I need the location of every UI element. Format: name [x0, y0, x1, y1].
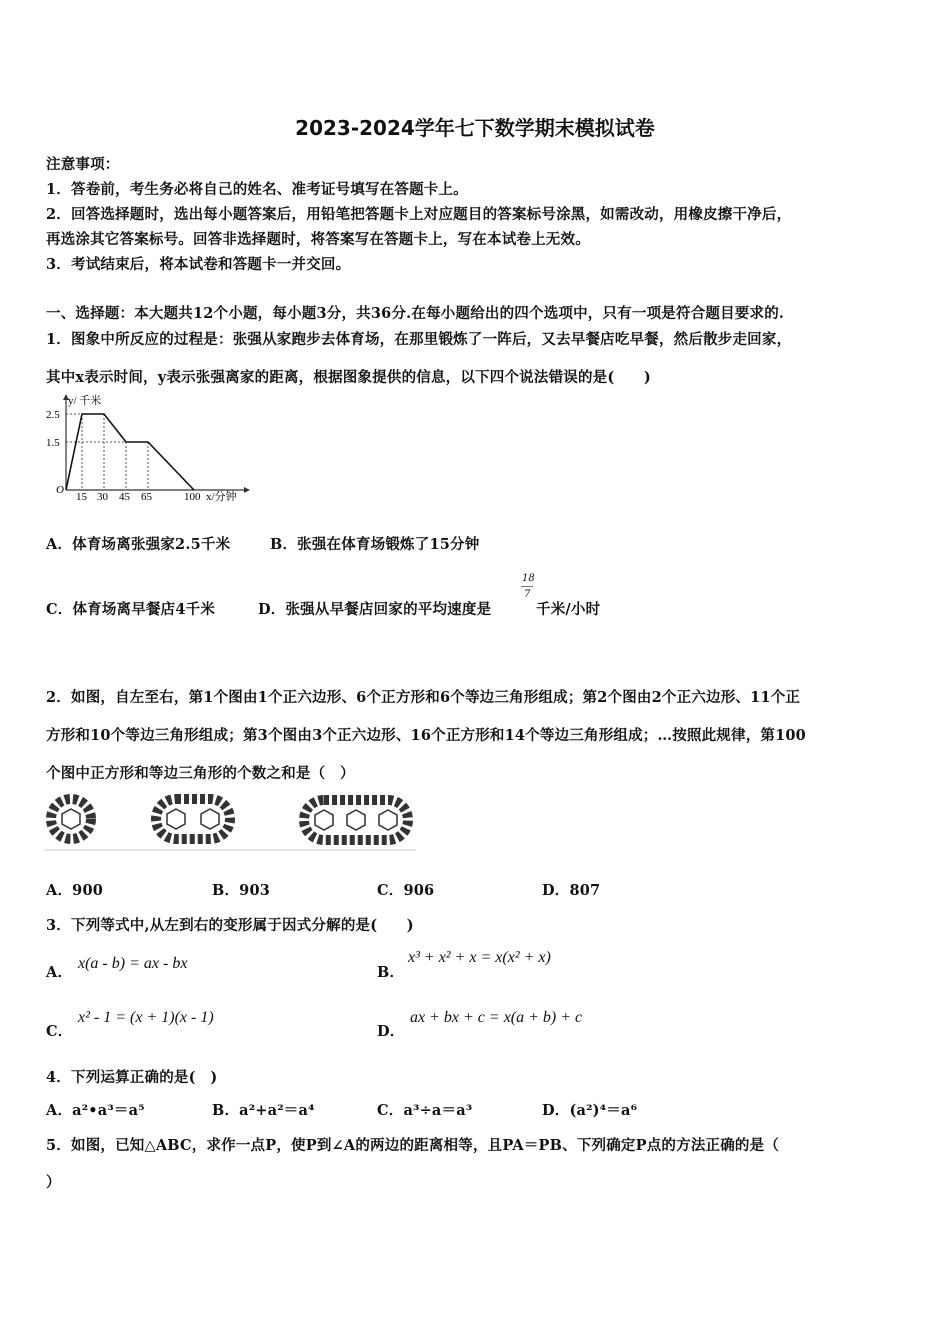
- q2-hexagon-pattern-figure: [44, 790, 416, 852]
- q3-label-a: A．: [46, 964, 73, 981]
- notice-item: 1．答卷前，考生务必将自己的姓名、准考证号填写在答题卡上。: [46, 181, 468, 198]
- fraction-bar: [521, 586, 533, 587]
- q2-option-c: C．906: [377, 882, 435, 899]
- y-axis-label: y/ 千米: [68, 395, 102, 407]
- q3-label-c: C．: [46, 1023, 73, 1040]
- q2-stem-line3: 个图中正方形和等边三角形的个数之和是（ ）: [46, 765, 355, 782]
- notice-heading: 注意事项：: [46, 156, 120, 173]
- figure-2: [156, 799, 230, 839]
- q1-option-d-text: D．张强从早餐店回家的平均速度是: [258, 601, 492, 618]
- x-tick-15: 15: [76, 491, 87, 502]
- q5-stem-line1: 5．如图，已知△ABC，求作一点P，使P到∠A的两边的距离相等，且PA＝PB、下列确定P点的方法正确的是（: [46, 1137, 780, 1154]
- fraction-denominator: 7: [524, 589, 531, 600]
- q2-option-d: D．807: [542, 882, 601, 899]
- q3-stem: 3．下列等式中,从左到右的变形属于因式分解的是( ): [46, 917, 414, 934]
- x-tick-100: 100: [184, 491, 201, 502]
- notice-item: 3．考试结束后，将本试卷和答题卡一并交回。: [46, 256, 351, 273]
- q5-stem-line2: ）: [46, 1174, 61, 1191]
- q1-stem-line2: 其中x表示时间，y表示张强离家的距离，根据图象提供的信息，以下四个说法错误的是( ): [46, 369, 651, 386]
- q4-option-a: A．a²•a³＝a⁵: [46, 1102, 145, 1119]
- distance-curve: [66, 414, 194, 490]
- q1-stem-line1: 1．图象中所反应的过程是：张强从家跑步去体育场，在那里锻炼了一阵后，又去早餐店吃早餐，然后散步走回家，: [46, 331, 792, 348]
- q2-option-a: A．900: [46, 882, 104, 899]
- q1-option-a: A．体育场离张强家2.5千米: [46, 536, 231, 553]
- q1-option-b: B．张强在体育场锻炼了15分钟: [270, 536, 480, 553]
- fraction-numerator: 18: [522, 573, 535, 584]
- x-tick-30: 30: [97, 491, 108, 502]
- y-tick-1-5: 1.5: [46, 437, 60, 449]
- figure-3: [304, 800, 408, 840]
- origin-label: O: [56, 484, 64, 496]
- section-heading: 一、选择题：本大题共12个小题，每小题3分，共36分.在每小题给出的四个选项中，只有一项是符合题目要求的.: [46, 305, 785, 322]
- x-axis-arrow: [244, 487, 250, 493]
- q3-formula-b: x³ + x² + x = x(x² + x): [408, 949, 551, 966]
- q1-distance-time-graph: [44, 392, 254, 502]
- q2-stem-line1: 2．如图，自左至右，第1个图由1个正六边形、6个正方形和6个等边三角形组成；第2个图由2个正六边形、11个正: [46, 689, 801, 706]
- q4-option-b: B．a²+a²＝a⁴: [212, 1102, 315, 1119]
- x-tick-45: 45: [119, 491, 130, 502]
- q4-option-d: D．(a²)⁴＝a⁶: [542, 1102, 638, 1119]
- x-axis-label: x/分钟: [206, 491, 237, 502]
- q3-formula-d: ax + bx + c = x(a + b) + c: [410, 1009, 583, 1026]
- y-tick-2-5: 2.5: [46, 409, 60, 421]
- q3-label-b: B．: [377, 964, 405, 981]
- x-tick-65: 65: [141, 491, 152, 502]
- q1-option-d-unit: 千米/小时: [536, 601, 601, 618]
- q4-option-c: C．a³÷a＝a³: [377, 1102, 473, 1119]
- q3-formula-c: x² - 1 = (x + 1)(x - 1): [78, 1009, 214, 1026]
- notice-item: 再选涂其它答案标号。回答非选择题时，将答案写在答题卡上，写在本试卷上无效。: [46, 231, 590, 248]
- q2-option-b: B．903: [212, 882, 271, 899]
- notice-item: 2．回答选择题时，选出每小题答案后，用铅笔把答题卡上对应题目的答案标号涂黑，如需改动，用橡皮擦干净后，: [46, 206, 792, 223]
- figure-1: [51, 799, 91, 839]
- q4-stem: 4．下列运算正确的是( ): [46, 1069, 218, 1086]
- q2-stem-line2: 方形和10个等边三角形组成；第3个图由3个正六边形、16个正方形和14个等边三角形组成；…按照此规律，第100: [46, 727, 806, 744]
- q1-option-c: C．体育场离早餐店4千米: [46, 601, 216, 618]
- q3-formula-a: x(a - b) = ax - bx: [78, 955, 188, 972]
- page-title: 2023-2024学年七下数学期末模拟试卷: [295, 116, 655, 140]
- q3-label-d: D．: [377, 1023, 405, 1040]
